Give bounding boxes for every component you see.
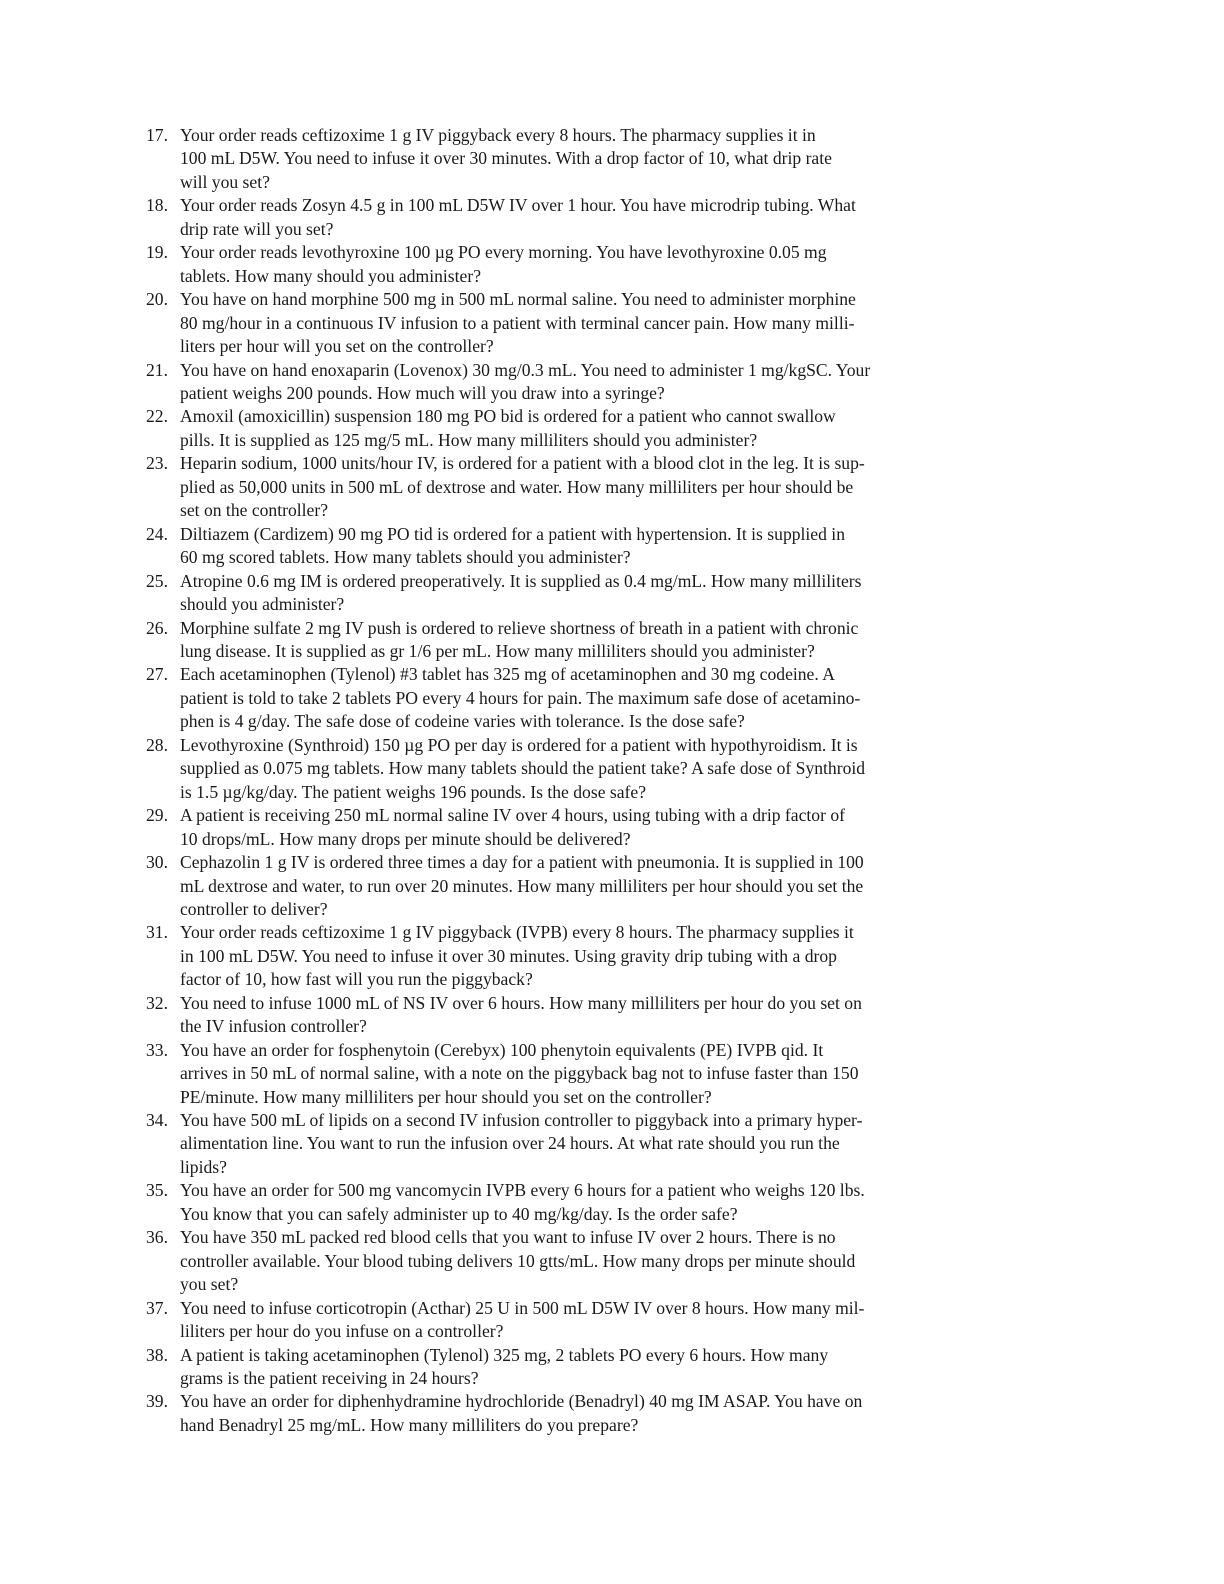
problem-text — [180, 617, 966, 664]
problem-number: 23. — [146, 453, 168, 474]
problem-text-line: You have 350 mL packed red blood cells that you want to infuse IV over 2 hours. There is no — [180, 1227, 836, 1248]
problem-item — [146, 663, 966, 733]
problem-number: 29. — [146, 805, 168, 826]
problem-number: 36. — [146, 1227, 168, 1248]
problem-text-line: liters per hour will you set on the controller? — [180, 336, 494, 357]
problem-text-line: tablets. How many should you administer? — [180, 265, 482, 286]
problem-text-line: Levothyroxine (Synthroid) 150 µg PO per day is ordered for a patient with hypothyroidism. It is — [180, 734, 858, 755]
problem-text-line: phen is 4 g/day. The safe dose of codeine varies with tolerance. Is the dose safe? — [180, 711, 745, 732]
problem-text — [180, 359, 966, 406]
problem-text — [180, 804, 966, 851]
problem-text-line: Each acetaminophen (Tylenol) #3 tablet has 325 mg of acetaminophen and 30 mg codeine. A — [180, 664, 835, 685]
problem-item — [146, 570, 966, 617]
problem-text — [180, 1390, 966, 1437]
problem-text-line: Morphine sulfate 2 mg IV push is ordered to relieve shortness of breath in a patient with chronic — [180, 617, 859, 638]
problem-text-line: will you set? — [180, 171, 270, 192]
problem-number: 25. — [146, 570, 168, 591]
problem-item — [146, 1226, 966, 1296]
problem-text-line: 10 drops/mL. How many drops per minute should be delivered? — [180, 828, 631, 849]
problem-text — [180, 288, 966, 358]
problem-number: 26. — [146, 617, 168, 638]
problem-text — [180, 523, 966, 570]
problem-number: 31. — [146, 922, 168, 943]
problem-text-line: You need to infuse corticotropin (Acthar) 25 U in 500 mL D5W IV over 8 hours. How many mil- — [180, 1297, 865, 1318]
problem-item — [146, 851, 966, 921]
problem-text — [180, 1109, 966, 1179]
problem-text-line: arrives in 50 mL of normal saline, with a note on the piggyback bag not to infuse faster than 150 — [180, 1063, 859, 1084]
problem-text-line: set on the controller? — [180, 500, 329, 521]
problem-text-line: Amoxil (amoxicillin) suspension 180 mg PO bid is ordered for a patient who cannot swallow — [180, 406, 836, 427]
problem-text-line: factor of 10, how fast will you run the piggyback? — [180, 969, 533, 990]
problem-item — [146, 288, 966, 358]
problem-text-line: lipids? — [180, 1156, 227, 1177]
problem-number: 28. — [146, 734, 168, 755]
problem-text-line: Cephazolin 1 g IV is ordered three times a day for a patient with pneumonia. It is supplied in 100 — [180, 852, 864, 873]
problem-text-line: you set? — [180, 1274, 239, 1295]
problem-text-line: 100 mL D5W. You need to infuse it over 30 minutes. With a drop factor of 10, what drip rate — [180, 148, 832, 169]
problem-item — [146, 1039, 966, 1109]
problem-number: 22. — [146, 406, 168, 427]
problem-number: 21. — [146, 359, 168, 380]
problem-number: 33. — [146, 1039, 168, 1060]
problem-item — [146, 992, 966, 1039]
problem-text-line: You have an order for fosphenytoin (Cerebyx) 100 phenytoin equivalents (PE) IVPB qid. It — [180, 1039, 824, 1060]
problem-item — [146, 1390, 966, 1437]
problem-text-line: in 100 mL D5W. You need to infuse it over 30 minutes. Using gravity drip tubing with a drop — [180, 945, 837, 966]
problem-text-line: patient is told to take 2 tablets PO every 4 hours for pain. The maximum safe dose of acetamino- — [180, 687, 861, 708]
problem-item — [146, 1344, 966, 1391]
problem-text-line: controller to deliver? — [180, 898, 328, 919]
problem-item — [146, 241, 966, 288]
problem-text-line: grams is the patient receiving in 24 hours? — [180, 1368, 479, 1389]
problem-number: 19. — [146, 242, 168, 263]
problem-text-line: Your order reads Zosyn 4.5 g in 100 mL D5W IV over 1 hour. You have microdrip tubing. What — [180, 195, 856, 216]
problem-number: 24. — [146, 523, 168, 544]
problem-text — [180, 921, 966, 991]
problem-text — [180, 992, 966, 1039]
problem-text-line: Your order reads ceftizoxime 1 g IV piggyback (IVPB) every 8 hours. The pharmacy supplies it — [180, 922, 854, 943]
problem-text-line: Atropine 0.6 mg IM is ordered preoperatively. It is supplied as 0.4 mg/mL. How many milliliters — [180, 570, 862, 591]
problem-text-line: should you administer? — [180, 594, 345, 615]
problem-text-line: PE/minute. How many milliliters per hour should you set on the controller? — [180, 1086, 712, 1107]
problem-list — [146, 124, 966, 1437]
problem-number: 17. — [146, 125, 168, 145]
problem-text-line: You have on hand morphine 500 mg in 500 mL normal saline. You need to administer morphine — [180, 289, 856, 310]
problem-text-line: the IV infusion controller? — [180, 1016, 367, 1037]
problem-text — [180, 851, 966, 921]
problem-text-line: Your order reads levothyroxine 100 µg PO every morning. You have levothyroxine 0.05 mg — [180, 242, 827, 263]
problem-text-line: controller available. Your blood tubing delivers 10 gtts/mL. How many drops per minute should — [180, 1250, 856, 1271]
problem-text-line: mL dextrose and water, to run over 20 minutes. How many milliliters per hour should you set the — [180, 875, 864, 896]
problem-text-line: alimentation line. You want to run the infusion over 24 hours. At what rate should you run the — [180, 1133, 840, 1154]
problem-number: 34. — [146, 1110, 168, 1131]
problem-item — [146, 617, 966, 664]
problem-number: 38. — [146, 1344, 168, 1365]
problem-text — [180, 734, 966, 804]
problem-text — [180, 124, 966, 194]
problem-item — [146, 1297, 966, 1344]
problem-text — [180, 1344, 966, 1391]
problem-text — [180, 405, 966, 452]
problem-text-line: You have on hand enoxaparin (Lovenox) 30 mg/0.3 mL. You need to administer 1 mg/kgSC. Your — [180, 359, 871, 380]
problem-text — [180, 1039, 966, 1109]
problem-item — [146, 194, 966, 241]
problem-number: 35. — [146, 1180, 168, 1201]
problem-number: 20. — [146, 289, 168, 310]
problem-text-line: pills. It is supplied as 125 mg/5 mL. How many milliliters should you administer? — [180, 429, 758, 450]
problem-text-line: drip rate will you set? — [180, 218, 334, 239]
problem-number: 32. — [146, 992, 168, 1013]
problem-number: 37. — [146, 1297, 168, 1318]
problem-text-line: liliters per hour do you infuse on a controller? — [180, 1321, 504, 1342]
problem-item — [146, 1109, 966, 1179]
problem-text — [180, 1297, 966, 1344]
problem-text — [180, 1179, 966, 1226]
problem-item — [146, 405, 966, 452]
problem-number: 18. — [146, 195, 168, 216]
problem-text-line: Your order reads ceftizoxime 1 g IV piggyback every 8 hours. The pharmacy supplies it in — [180, 125, 816, 145]
problem-text — [180, 452, 966, 522]
problem-number: 27. — [146, 664, 168, 685]
problem-text-line: A patient is receiving 250 mL normal saline IV over 4 hours, using tubing with a drip factor of — [180, 805, 846, 826]
problem-text-line: is 1.5 µg/kg/day. The patient weighs 196 pounds. Is the dose safe? — [180, 781, 647, 802]
problem-text-line: Diltiazem (Cardizem) 90 mg PO tid is ordered for a patient with hypertension. It is supplied in — [180, 523, 845, 544]
problem-item — [146, 523, 966, 570]
problem-text — [180, 1226, 966, 1296]
problem-text-line: supplied as 0.075 mg tablets. How many tablets should the patient take? A safe dose of Synthroid — [180, 758, 866, 779]
problem-text-line: You have an order for diphenhydramine hydrochloride (Benadryl) 40 mg IM ASAP. You have on — [180, 1391, 863, 1412]
problem-item — [146, 804, 966, 851]
problem-text-line: 60 mg scored tablets. How many tablets should you administer? — [180, 547, 631, 568]
problem-text-line: patient weighs 200 pounds. How much will you draw into a syringe? — [180, 382, 665, 403]
problem-text — [180, 570, 966, 617]
problem-number: 39. — [146, 1391, 168, 1412]
problem-text-line: 80 mg/hour in a continuous IV infusion to a patient with terminal cancer pain. How many milli- — [180, 312, 855, 333]
problem-text-line: You have 500 mL of lipids on a second IV infusion controller to piggyback into a primary hyper- — [180, 1110, 863, 1131]
problem-item — [146, 1179, 966, 1226]
problem-item — [146, 921, 966, 991]
problem-item — [146, 359, 966, 406]
problem-item — [146, 452, 966, 522]
problem-text-line: You need to infuse 1000 mL of NS IV over 6 hours. How many milliliters per hour do you set on — [180, 992, 862, 1013]
problem-text-line: lung disease. It is supplied as gr 1/6 per mL. How many milliliters should you administer? — [180, 640, 815, 661]
problem-text-line: hand Benadryl 25 mg/mL. How many milliliters do you prepare? — [180, 1414, 639, 1435]
problem-text-line: A patient is taking acetaminophen (Tylenol) 325 mg, 2 tablets PO every 6 hours. How many — [180, 1344, 829, 1365]
problem-text-line: You know that you can safely administer up to 40 mg/kg/day. Is the order safe? — [180, 1203, 738, 1224]
problem-text — [180, 241, 966, 288]
problem-number: 30. — [146, 852, 168, 873]
problem-text — [180, 663, 966, 733]
problem-item — [146, 734, 966, 804]
problem-item — [146, 124, 966, 194]
problem-text-line: Heparin sodium, 1000 units/hour IV, is ordered for a patient with a blood clot in the leg. It is sup- — [180, 453, 865, 474]
problem-text-line: You have an order for 500 mg vancomycin IVPB every 6 hours for a patient who weighs 120 lbs. — [180, 1180, 865, 1201]
problem-text-line: plied as 50,000 units in 500 mL of dextrose and water. How many milliliters per hour should be — [180, 476, 854, 497]
problem-text — [180, 194, 966, 241]
